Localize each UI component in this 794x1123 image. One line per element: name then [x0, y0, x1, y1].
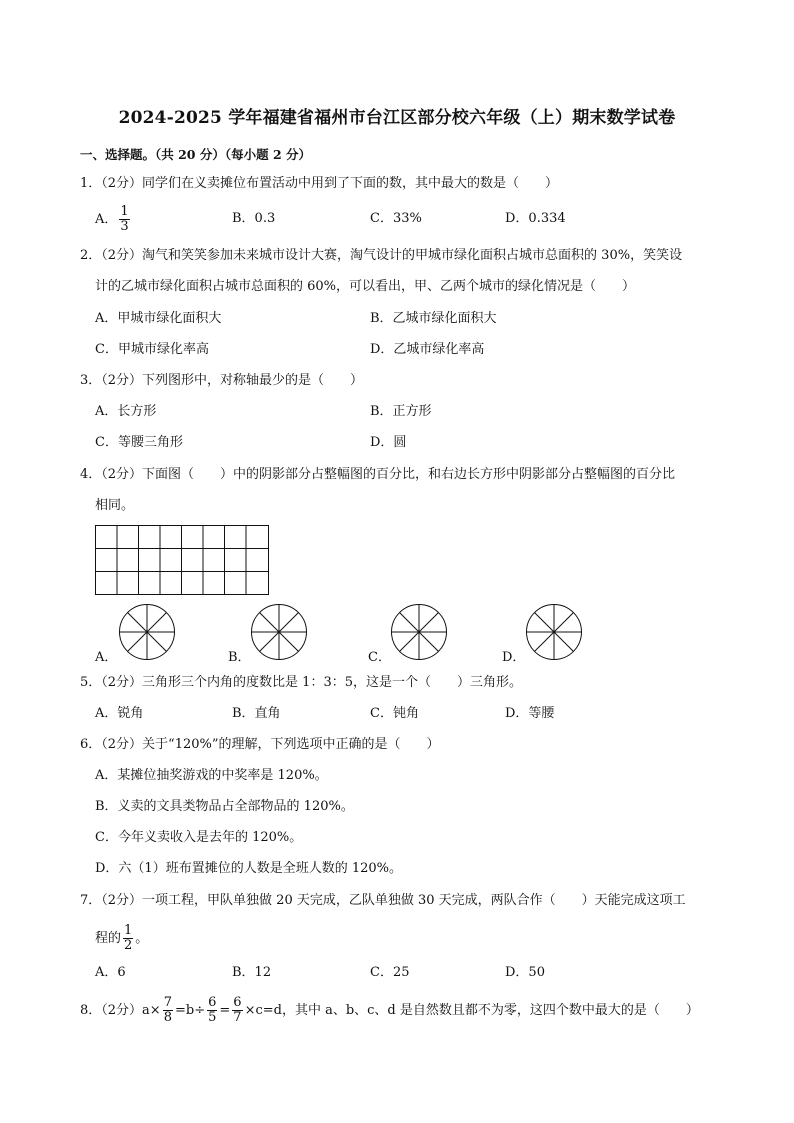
question-4-line-2: 相同。 — [95, 498, 135, 513]
question-4-option-c: C． — [368, 650, 391, 665]
question-3-option-c: C．等腰三角形 — [95, 435, 183, 450]
question-2-option-a: A．甲城市绿化面积大 — [95, 311, 222, 326]
fraction-numerator: 7 — [163, 995, 172, 1010]
question-8-stem — [80, 996, 699, 1025]
question-7-option-b: B．12 — [232, 965, 272, 980]
question-7-option-a: A．6 — [95, 965, 126, 980]
question-6-stem: 6．（2分）关于“120%”的理解，下列选项中正确的是（ ） — [80, 737, 440, 752]
question-2-option-b: B．乙城市绿化面积大 — [370, 311, 497, 326]
fraction-denominator: 7 — [233, 1010, 242, 1025]
question-6-option-a: A．某摊位抽奖游戏的中奖率是 120%。 — [95, 768, 328, 783]
option-c-circle-figure — [390, 603, 448, 661]
question-1-stem: 1．（2分）同学们在义卖摊位布置活动中用到了下面的数，其中最大的数是（ ） — [80, 176, 559, 191]
rectangle-grid-figure — [95, 525, 271, 597]
fraction — [232, 996, 242, 1025]
question-1-option-b: B．0.3 — [232, 211, 276, 226]
equation-segment: ×c=d，其中 a、b、c、d 是自然数且都不为零，这四个数中最大的是（ ） — [244, 1003, 699, 1018]
question-1-option-c: C．33% — [370, 211, 422, 226]
question-7-option-d: D．50 — [505, 965, 545, 980]
page-title: 2024-2025 学年福建省福州市台江区部分校六年级（上）期末数学试卷 — [118, 108, 676, 128]
question-3-option-a: A．长方形 — [95, 404, 157, 419]
question-6-option-c: C．今年义卖收入是去年的 120%。 — [95, 830, 303, 845]
question-7-line-1: 7．（2分）一项工程，甲队单独做 20 天完成，乙队单独做 30 天完成，两队合作（ ）天能完成这项工 — [80, 893, 686, 908]
section-heading: 一、选择题。（共 20 分）（每小题 2 分） — [80, 147, 312, 162]
fraction-numerator: 6 — [233, 995, 242, 1010]
question-7-option-c: C．25 — [370, 965, 410, 980]
fraction — [207, 996, 217, 1025]
fraction — [163, 996, 173, 1025]
option-label: A． — [95, 212, 118, 227]
option-d-circle-figure — [525, 603, 583, 661]
equation-segment: a× — [142, 1003, 161, 1018]
option-b-circle-figure — [250, 603, 308, 661]
fraction-numerator: 1 — [124, 923, 133, 938]
question-4-option-b: B． — [228, 650, 251, 665]
fraction-denominator: 2 — [124, 938, 133, 953]
question-5-option-a: A．锐角 — [95, 706, 144, 721]
question-5-option-b: B．直角 — [232, 706, 281, 721]
equation-segment: = — [219, 1003, 231, 1018]
fraction-denominator: 8 — [163, 1010, 172, 1025]
question-3-option-d: D．圆 — [370, 435, 407, 450]
text-segment: 。 — [135, 931, 149, 946]
fraction-denominator: 5 — [208, 1010, 217, 1025]
option-a-circle-figure — [118, 603, 176, 661]
text-segment: 程的 — [95, 931, 122, 946]
question-5-stem: 5．（2分）三角形三个内角的度数比是 1：3：5，这是一个（ ）三角形。 — [80, 675, 522, 690]
question-4-option-d: D． — [502, 650, 526, 665]
question-3-option-b: B．正方形 — [370, 404, 432, 419]
question-4-line-1: 4．（2分）下面图（ ）中的阴影部分占整幅图的百分比，和右边长方形中阴影部分占整幅图的百分比 — [80, 467, 676, 482]
question-2-line-1: 2．（2分）淘气和笑笑参加未来城市设计大赛，淘气设计的甲城市绿化面积占城市总面积的 30%，笑笑设 — [80, 248, 683, 263]
question-6-option-d: D．六（1）班布置摊位的人数是全班人数的 120%。 — [95, 861, 402, 876]
question-5-option-d: D．等腰 — [505, 706, 555, 721]
fraction — [123, 924, 133, 953]
question-7-line-2 — [95, 924, 148, 953]
question-2-option-c: C．甲城市绿化率高 — [95, 342, 209, 357]
question-2-line-2: 计的乙城市绿化面积占城市总面积的 60%，可以看出，甲、乙两个城市的绿化情况是（ ） — [95, 279, 636, 294]
question-3-stem: 3．（2分）下列图形中，对称轴最少的是（ ） — [80, 373, 364, 388]
question-1-option-a — [95, 205, 132, 234]
fraction — [119, 205, 129, 234]
question-number: 8．（2分） — [80, 1003, 143, 1018]
fraction-numerator: 1 — [120, 204, 129, 219]
question-1-option-d: D．0.334 — [505, 211, 566, 226]
question-2-option-d: D．乙城市绿化率高 — [370, 342, 485, 357]
fraction-numerator: 6 — [208, 995, 217, 1010]
question-6-option-b: B．义卖的文具类物品占全部物品的 120%。 — [95, 799, 354, 814]
equation-segment: =b÷ — [174, 1003, 206, 1018]
fraction-denominator: 3 — [120, 219, 129, 234]
question-4-option-a: A． — [95, 650, 118, 665]
question-5-option-c: C．钝角 — [370, 706, 419, 721]
